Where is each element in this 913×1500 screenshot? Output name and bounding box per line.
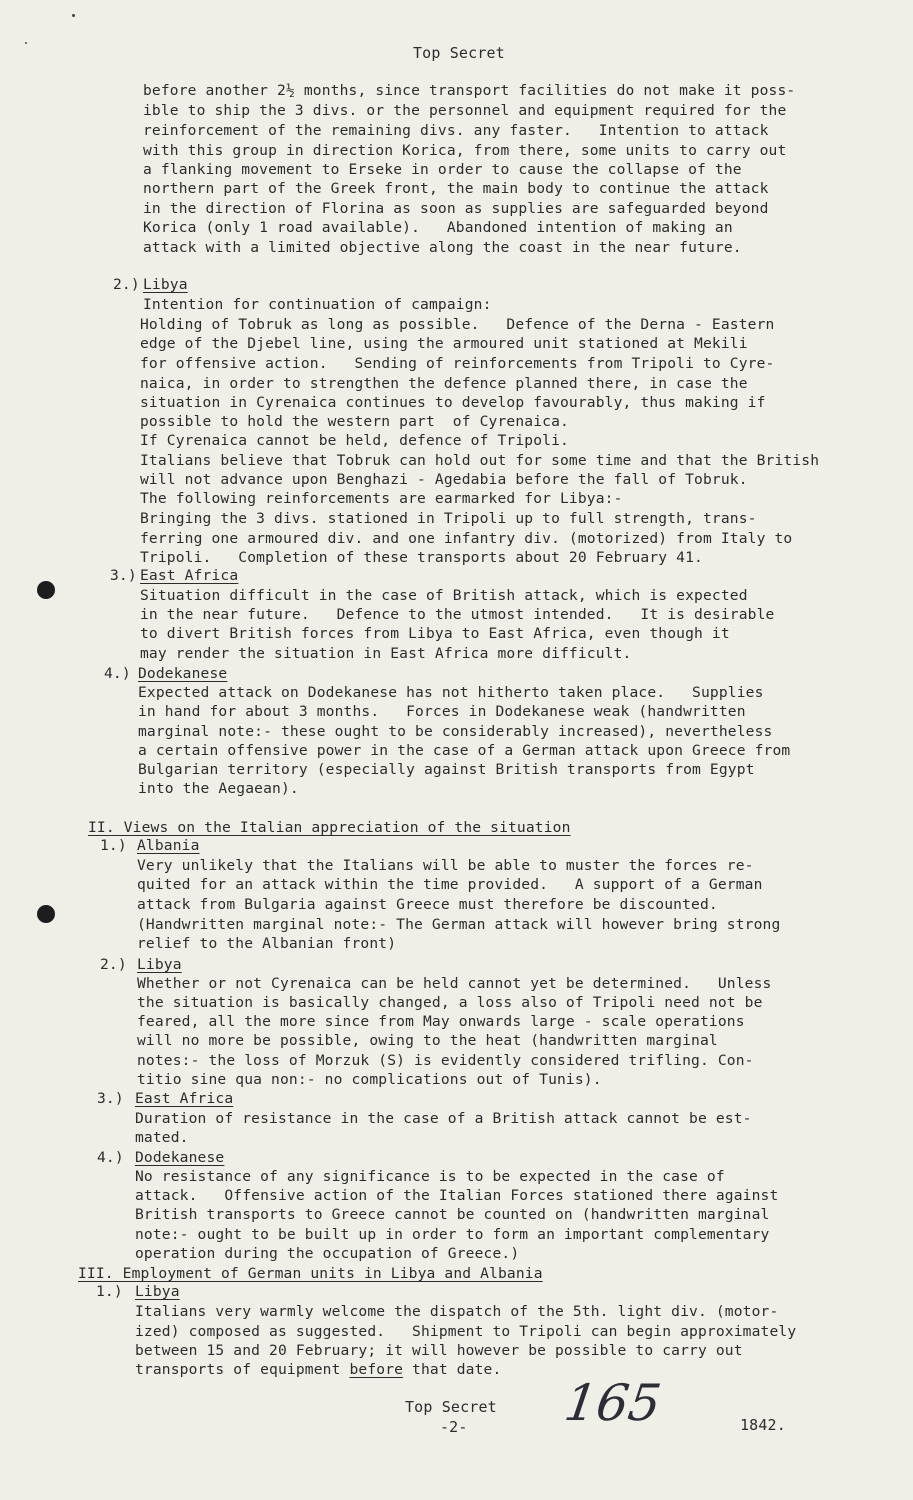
handwritten-folio-number: 165 (560, 1374, 665, 1432)
text-line: a flanking movement to Erseke in order to cause the collapse of the (143, 161, 742, 178)
speck (72, 14, 75, 17)
text-line: into the Aegaean). (138, 780, 299, 797)
text-line: The following reinforcements are earmarked for Libya:- (140, 490, 623, 507)
heading-number: 3.) (97, 1090, 124, 1107)
text-line: quited for an attack within the time provided. A support of a German (137, 876, 763, 893)
punch-hole-top (37, 581, 55, 599)
text-line: If Cyrenaica cannot be held, defence of Tripoli. (140, 432, 569, 449)
text-line: to divert British forces from Libya to East Africa, even though it (140, 625, 730, 642)
text-line: No resistance of any significance is to be expected in the case of (135, 1168, 725, 1185)
text-line: before another 2½ months, since transport facilities do not make it poss- (143, 82, 796, 99)
text-line: Tripoli. Completion of these transports about 20 February 41. (140, 549, 703, 566)
text-line: Situation difficult in the case of British attack, which is expected (140, 587, 748, 604)
classification-bottom: Top Secret (405, 1398, 497, 1416)
heading-number: 3.) (110, 567, 137, 584)
text-line: a certain offensive power in the case of a German attack upon Greece from (138, 742, 791, 759)
text-line: edge of the Djebel line, using the armoured unit stationed at Mekili (140, 335, 748, 352)
text-line (135, 1360, 501, 1380)
heading-east-africa: East Africa (135, 1090, 234, 1107)
heading-libya: Libya (137, 956, 182, 973)
text-line: in hand for about 3 months. Forces in Dodekanese weak (handwritten (138, 703, 746, 720)
text-line: Very unlikely that the Italians will be able to muster the forces re- (137, 857, 754, 874)
classification-top: Top Secret (413, 44, 505, 62)
speck (25, 42, 27, 44)
text-line: will not advance upon Benghazi - Agedabia before the fall of Tobruk. (140, 471, 748, 488)
heading-number: 2.) (113, 276, 140, 293)
text-line: between 15 and 20 February; it will however be possible to carry out (135, 1342, 743, 1359)
text-line: attack. Offensive action of the Italian Forces stationed there against (135, 1187, 779, 1204)
text-line: Expected attack on Dodekanese has not hitherto taken place. Supplies (138, 684, 764, 701)
text-line: feared, all the more since from May onwards large - scale operations (137, 1013, 745, 1030)
heading-libya: Libya (135, 1283, 180, 1300)
text-line: ized) composed as suggested. Shipment to Tripoli can begin approximately (135, 1323, 797, 1340)
text-line: in the direction of Florina as soon as supplies are safeguarded beyond (143, 200, 769, 217)
text-line: in the near future. Defence to the utmost intended. It is desirable (140, 606, 775, 623)
text-segment: transports of equipment (135, 1361, 350, 1378)
heading-number: 1.) (96, 1283, 123, 1300)
text-line: Whether or not Cyrenaica can be held cannot yet be determined. Unless (137, 975, 772, 992)
heading-number: 4.) (97, 1149, 124, 1166)
text-line: note:- ought to be built up in order to form an important complementary (135, 1226, 770, 1243)
heading-dodekanese: Dodekanese (138, 665, 228, 682)
text-line: Korica (only 1 road available). Abandoned intention of making an (143, 219, 733, 236)
text-line: Holding of Tobruk as long as possible. Defence of the Derna - Eastern (140, 316, 775, 333)
text-line: Duration of resistance in the case of a British attack cannot be est- (135, 1110, 752, 1127)
text-line: may render the situation in East Africa more difficult. (140, 645, 632, 662)
text-line: Intention for continuation of campaign: (143, 296, 492, 313)
text-line: attack with a limited objective along the coast in the near future. (143, 239, 742, 256)
section-heading-III: III. Employment of German units in Libya and Albania (78, 1265, 543, 1282)
text-line: Bringing the 3 divs. stationed in Tripoli up to full strength, trans- (140, 510, 757, 527)
text-line: will no more be possible, owing to the heat (handwritten marginal (137, 1032, 718, 1049)
text-line: marginal note:- these ought to be considerably increased), nevertheless (138, 723, 773, 740)
text-line: naica, in order to strengthen the defence planned there, in case the (140, 375, 748, 392)
text-line: ible to ship the 3 divs. or the personnel and equipment required for the (143, 102, 787, 119)
heading-east-africa: East Africa (140, 567, 239, 584)
text-line: mated. (135, 1129, 189, 1146)
text-line: Bulgarian territory (especially against British transports from Egypt (138, 761, 755, 778)
text-line: possible to hold the western part of Cyrenaica. (140, 413, 569, 430)
section-heading-II: II. Views on the Italian appreciation of the situation (88, 819, 571, 836)
underlined-word: before (349, 1361, 404, 1378)
text-segment: that date. (403, 1361, 502, 1378)
heading-albania: Albania (137, 837, 200, 854)
text-line: operation during the occupation of Greece.) (135, 1245, 520, 1262)
text-line: relief to the Albanian front) (137, 935, 397, 952)
text-line: northern part of the Greek front, the main body to continue the attack (143, 180, 769, 197)
text-line: British transports to Greece cannot be counted on (handwritten marginal (135, 1206, 770, 1223)
heading-number: 2.) (100, 956, 127, 973)
text-line: situation in Cyrenaica continues to develop favourably, thus making if (140, 394, 766, 411)
text-line: (Handwritten marginal note:- The German attack will however bring strong (137, 916, 781, 933)
text-line: ferring one armoured div. and one infantry div. (motorized) from Italy to (140, 530, 793, 547)
text-line: notes:- the loss of Morzuk (S) is evidently considered trifling. Con- (137, 1052, 754, 1069)
punch-hole-bottom (37, 905, 55, 923)
text-line: Italians believe that Tobruk can hold out for some time and that the British (140, 452, 820, 469)
heading-dodekanese: Dodekanese (135, 1149, 225, 1166)
heading-number: 1.) (100, 837, 127, 854)
text-line: attack from Bulgaria against Greece must therefore be discounted. (137, 896, 718, 913)
text-line: with this group in direction Korica, from there, some units to carry out (143, 142, 787, 159)
heading-libya: Libya (143, 276, 188, 293)
heading-number: 4.) (104, 665, 131, 682)
text-line: Italians very warmly welcome the dispatch of the 5th. light div. (motor- (135, 1303, 779, 1320)
text-line: titio sine qua non:- no complications out of Tunis). (137, 1071, 602, 1088)
text-line: the situation is basically changed, a loss also of Tripoli need not be (137, 994, 763, 1011)
text-line: for offensive action. Sending of reinforcements from Tripoli to Cyre- (140, 355, 775, 372)
archive-number: 1842. (740, 1416, 786, 1434)
page-number: -2- (440, 1418, 468, 1436)
text-line: reinforcement of the remaining divs. any faster. Intention to attack (143, 122, 769, 139)
